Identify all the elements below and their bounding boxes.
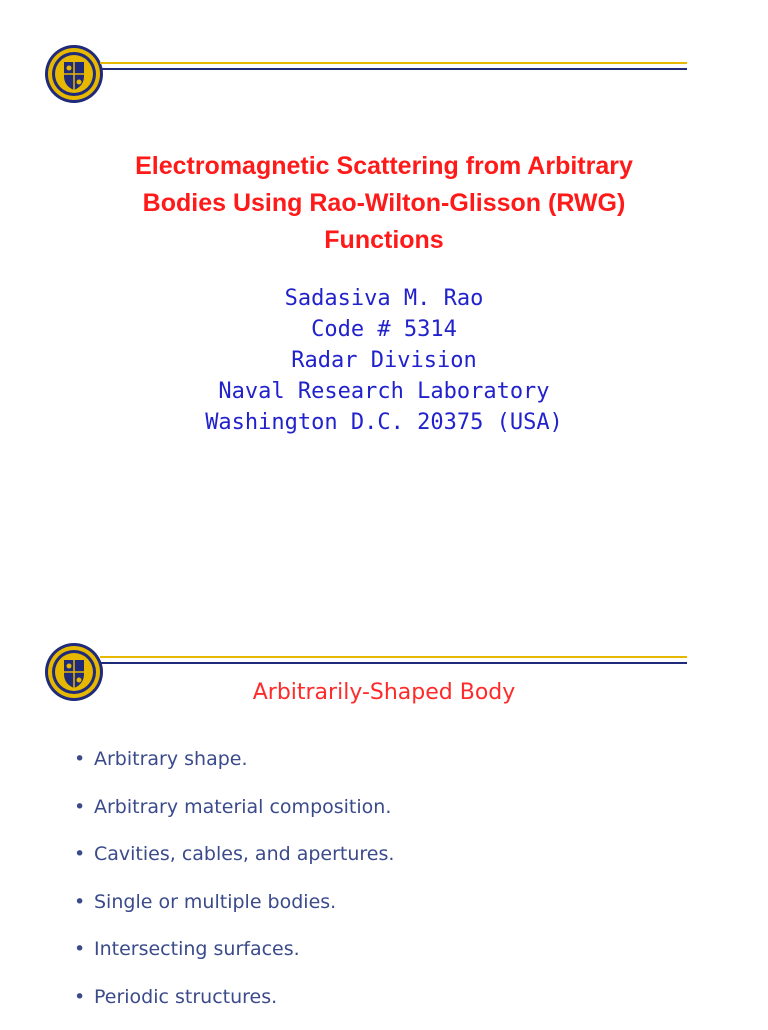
naval-research-laboratory-seal-icon [44,44,104,104]
title-line: Electromagnetic Scattering from Arbitrary [135,152,633,180]
bullet-icon: • [74,748,86,770]
list-item [74,744,394,792]
bullet-text: Periodic structures. [94,985,278,1008]
bullet-icon: • [74,795,86,818]
bullet-icon: • [74,843,86,866]
slide-title: Arbitrarily-Shaped Body [252,680,516,705]
list-item [74,887,394,935]
author-division: Radar Division [291,348,477,373]
list-item [74,839,394,887]
author-name: Sadasiva M. Rao [284,286,484,311]
presentation-title [0,148,768,259]
list-item [74,982,394,1030]
author-lab: Naval Research Laboratory [218,379,550,404]
title-line: Functions [324,226,444,254]
author-affiliation [0,283,768,438]
bullet-text: Cavities, cables, and apertures. [94,843,395,866]
author-address: Washington D.C. 20375 (USA) [205,410,563,435]
bullet-icon: • [74,890,86,913]
author-code: Code # 5314 [311,317,457,342]
title-line: Bodies Using Rao-Wilton-Glisson (RWG) [142,189,626,217]
list-item [74,934,394,982]
bullet-text: Intersecting surfaces. [94,938,300,961]
content-slide [0,612,768,1024]
bullet-icon: • [74,938,86,961]
bullet-text: Single or multiple bodies. [94,890,337,913]
bullet-text: Arbitrary shape. [94,748,248,770]
list-item [74,792,394,840]
bullet-icon: • [74,985,86,1008]
bullet-text: Arbitrary material composition. [94,795,392,818]
bullet-list [74,744,394,1030]
